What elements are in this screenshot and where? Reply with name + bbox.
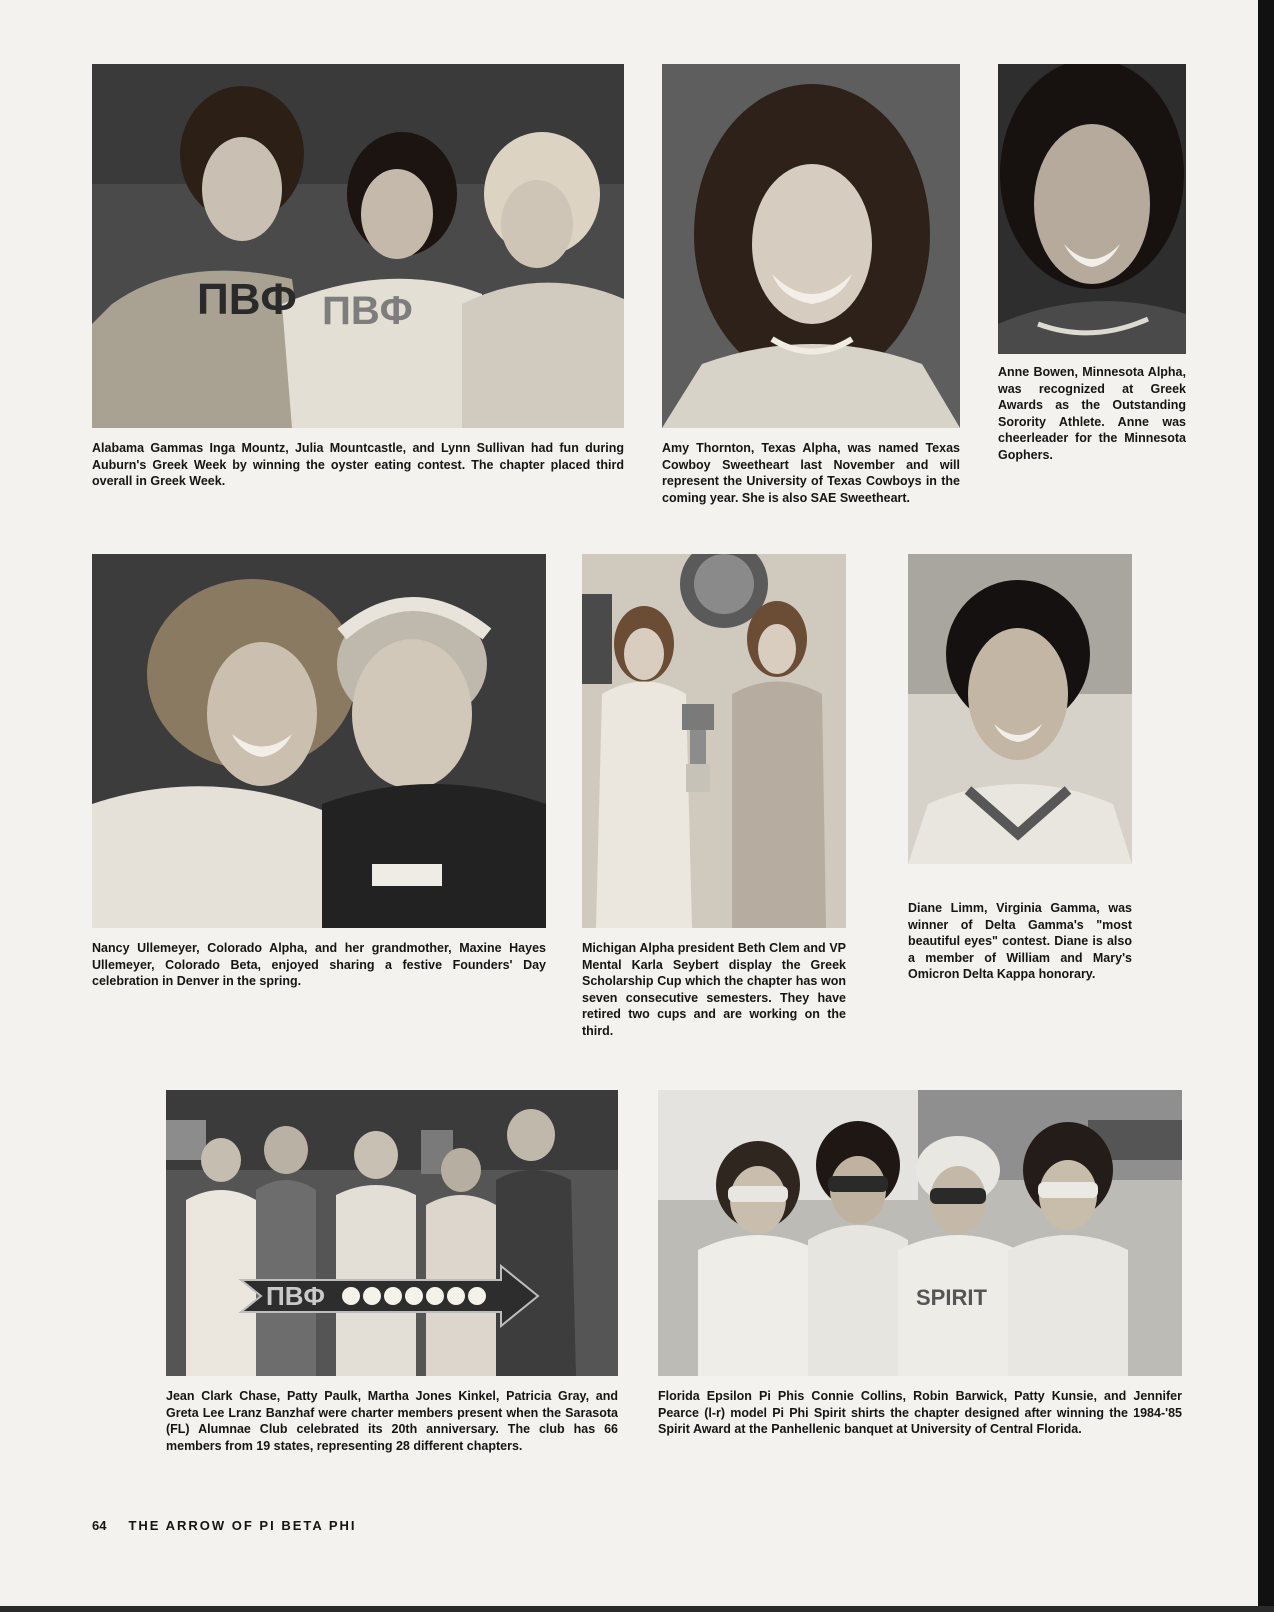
photo-florida-epsilon [658, 1090, 1182, 1376]
photo-nancy-ullemeyer [92, 554, 546, 928]
photo-alabama-gammas [92, 64, 624, 428]
shirt-letters-1: ΠΒΦ [197, 275, 297, 324]
photo-amy-thornton-image [662, 64, 960, 428]
photo-anne-bowen-image [998, 64, 1186, 354]
caption-alabama-gammas: Alabama Gammas Inga Mountz, Julia Mountcastle, and Lynn Sullivan had fun during Auburn's Greek Week by winning the oyster eating contest. The chapter placed third overall in Greek Week. [92, 441, 624, 488]
photo-florida-epsilon-image [658, 1090, 1182, 1376]
caption-michigan-alpha: Michigan Alpha president Beth Clem and VP Mental Karla Seybert display the Greek Scholarship Cup which the chapter has won seven consecutive semesters. They have retired two cups and are working on the third. [582, 941, 846, 1038]
caption-diane-limm: Diane Limm, Virginia Gamma, was winner of Delta Gamma's "most beautiful eyes" contest. Diane is also a member of William and Mary's Omicron Delta Kappa honorary. [908, 901, 1132, 981]
photo-sarasota-alumnae [166, 1090, 618, 1376]
photo-amy-thornton [662, 64, 960, 428]
page-number: 64 [92, 1518, 107, 1533]
caption-florida-epsilon: Florida Epsilon Pi Phis Connie Collins, Robin Barwick, Patty Kunsie, and Jennifer Pearce (l-r) model Pi Phi Spirit shirts the chapter designed after winning the 1984-'85 Spirit Award at the Panhellenic banquet at University of Central Florida. [658, 1389, 1182, 1436]
photo-alabama-gammas-image [92, 64, 624, 428]
shirt-letters-2: ΠΒΦ [322, 289, 413, 333]
caption-nancy-ullemeyer: Nancy Ullemeyer, Colorado Alpha, and her grandmother, Maxine Hayes Ullemeyer, Colorado Beta, enjoyed sharing a festive Founders' Day celebration in Denver in the spring. [92, 941, 546, 988]
caption-amy-thornton: Amy Thornton, Texas Alpha, was named Texas Cowboy Sweetheart last November and will represent the University of Texas Cowboys in the coming year. She is also SAE Sweetheart. [662, 441, 960, 505]
photo-nancy-ullemeyer-image [92, 554, 546, 928]
running-title: THE ARROW OF PI BETA PHI [128, 1518, 357, 1533]
shirt-text-spirit: SPIRIT [916, 1285, 987, 1310]
photo-michigan-alpha [582, 554, 846, 928]
page-edge-shadow [1258, 0, 1274, 1612]
photo-diane-limm-image [908, 554, 1132, 864]
photo-anne-bowen [998, 64, 1186, 354]
photo-michigan-alpha-image [582, 554, 846, 928]
page-footer [92, 1518, 357, 1533]
photo-diane-limm [908, 554, 1132, 864]
photo-sarasota-alumnae-image [166, 1090, 618, 1376]
caption-anne-bowen: Anne Bowen, Minnesota Alpha, was recognized at Greek Awards as the Outstanding Sorority Athlete. Anne was cheerleader for the Minnesota Gophers. [998, 365, 1186, 462]
page-edge-bottom [0, 1606, 1274, 1612]
arrow-letters: ΠΒΦ [266, 1281, 325, 1311]
caption-sarasota-alumnae: Jean Clark Chase, Patty Paulk, Martha Jones Kinkel, Patricia Gray, and Greta Lee Lranz Banzhaf were charter members present when the Sarasota (FL) Alumnae Club celebrated its 20th anniversary. The club has 66 members from 19 states, representing 28 different chapters. [166, 1389, 618, 1453]
